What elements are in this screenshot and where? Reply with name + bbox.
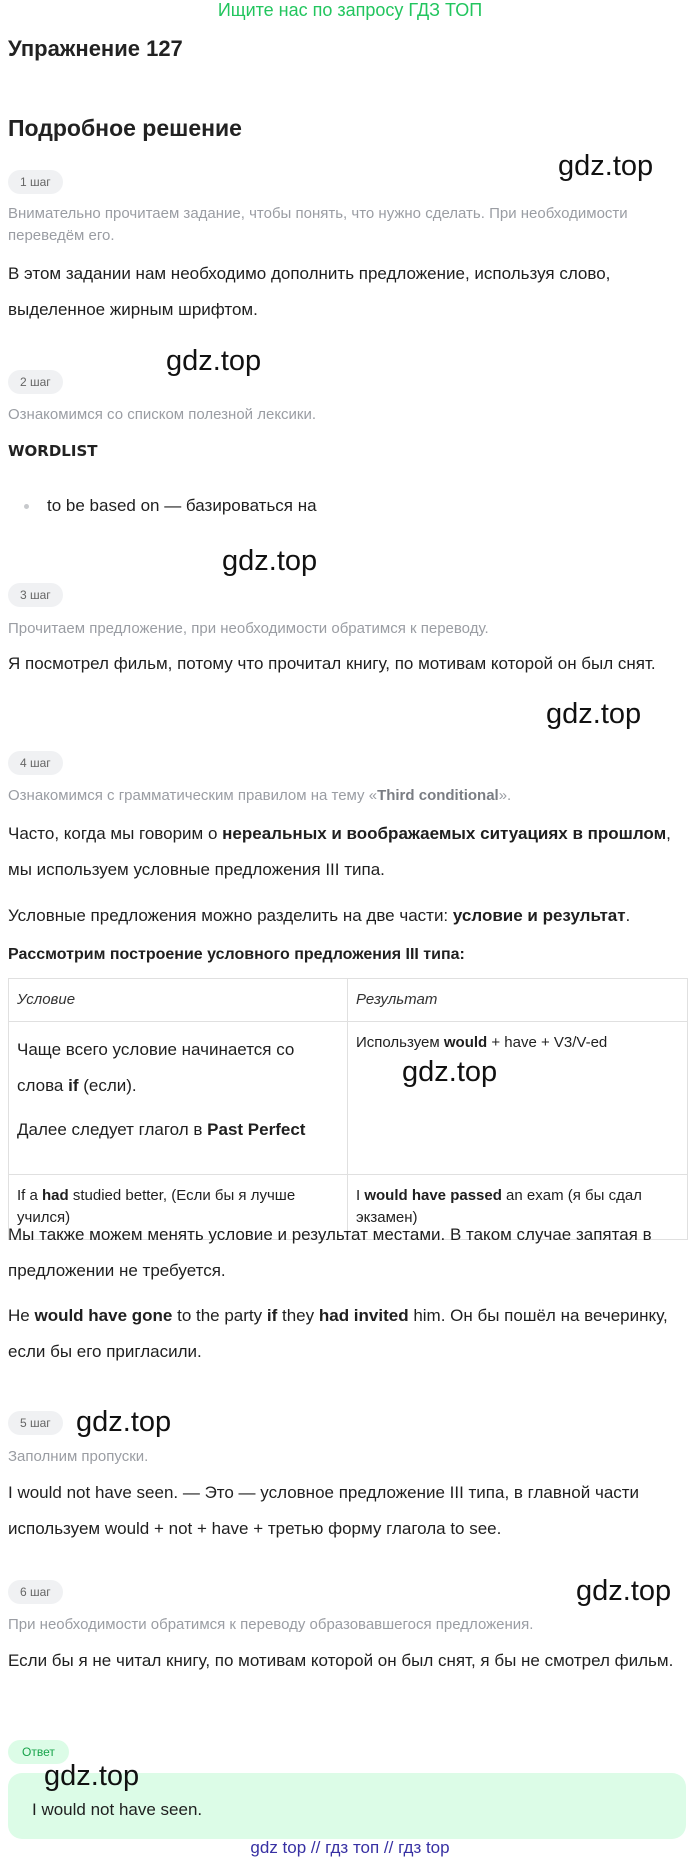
rule-paragraph: Часто, когда мы говорим о нереальных и воображаемых ситуациях в прошлом, мы используем условные предложения III типа. (8, 824, 671, 879)
rule-paragraph: Условные предложения можно разделить на две части: условие и результат. (8, 906, 631, 925)
table-cell: If a had studied better, (Если бы я лучше учился) (9, 1175, 348, 1240)
step-badge: 4 шаг (8, 751, 63, 775)
step-badge: 1 шаг (8, 170, 63, 194)
step-hint: Заполним пропуски. (8, 1448, 149, 1465)
table-row (9, 979, 688, 1022)
rule-paragraph: Мы также можем менять условие и результат местами. В таком случае запятая в предложении не требуется. (8, 1225, 652, 1280)
step-text: В этом задании нам необходимо дополнить предложение, используя слово, выделенное жирным шрифтом. (8, 264, 611, 319)
step-badge: 2 шаг (8, 370, 63, 394)
cell-text: Чаще всего условие начинается со слова if (если). (17, 1040, 295, 1095)
wordlist-item (24, 496, 317, 516)
step-hint: При необходимости обратимся к переводу образовавшегося предложения. (8, 1616, 534, 1633)
wordlist-item-text: to be based on — базироваться на (47, 496, 317, 515)
footer-links[interactable]: gdz top // гдз топ // гдз top (250, 1838, 450, 1857)
step-text: Я посмотрел фильм, потому что прочитал книгу, по мотивам которой он был снят. (8, 654, 656, 673)
table-header-result: Результат (348, 979, 688, 1022)
page-title: Упражнение 127 (8, 36, 183, 61)
answer-text: I would not have seen. (32, 1800, 203, 1819)
watermark: gdz.top (402, 1056, 498, 1088)
solution-heading: Подробное решение (8, 115, 242, 141)
table-row (9, 1022, 688, 1175)
step-badge: 5 шаг (8, 1411, 63, 1435)
table-header-condition: Условие (9, 979, 348, 1022)
watermark: gdz.top (44, 1760, 140, 1792)
search-hint-link[interactable]: Ищите нас по запросу ГДЗ ТОП (217, 0, 483, 20)
step-hint: Ознакомимся со списком полезной лексики. (8, 406, 317, 423)
step-hint: Ознакомимся с грамматическим правилом на тему «Third conditional». (8, 787, 512, 804)
step-badge: 3 шаг (8, 583, 63, 607)
table-cell: I would have passed an exam (я бы сдал экзамен) (348, 1175, 688, 1240)
watermark: gdz.top (558, 150, 654, 182)
step-text: Если бы я не читал книгу, по мотивам которой он был снят, я бы не смотрел фильм. (8, 1651, 674, 1670)
watermark: gdz.top (76, 1406, 172, 1438)
step-hint: Прочитаем предложение, при необходимости обратимся к переводу. (8, 620, 489, 637)
step-badge: 6 шаг (8, 1580, 63, 1604)
grammar-table (8, 978, 688, 1240)
answer-badge: Ответ (8, 1740, 69, 1764)
watermark: gdz.top (546, 698, 642, 730)
watermark: gdz.top (576, 1575, 672, 1607)
table-cell (9, 1022, 348, 1175)
step-hint: Внимательно прочитаем задание, чтобы понять, что нужно сделать. При необходимости переведём его. (8, 205, 628, 244)
watermark: gdz.top (166, 345, 262, 377)
table-caption: Рассмотрим построение условного предложения III типа: (8, 946, 465, 963)
cell-text: Далее следует глагол в Past Perfect (17, 1120, 306, 1139)
bullet-icon (24, 504, 29, 509)
rule-example: He would have gone to the party if they had invited him. Он бы пошёл на вечеринку, если бы его пригласили. (8, 1306, 668, 1361)
wordlist-title: WORDLIST (8, 442, 98, 460)
watermark: gdz.top (222, 545, 318, 577)
table-cell: Используем would + have + V3/V-ed (348, 1022, 688, 1175)
step-text: I would not have seen. — Это — условное предложение III типа, в главной части используем would + not + have + третью форму глагола to see. (8, 1483, 640, 1538)
